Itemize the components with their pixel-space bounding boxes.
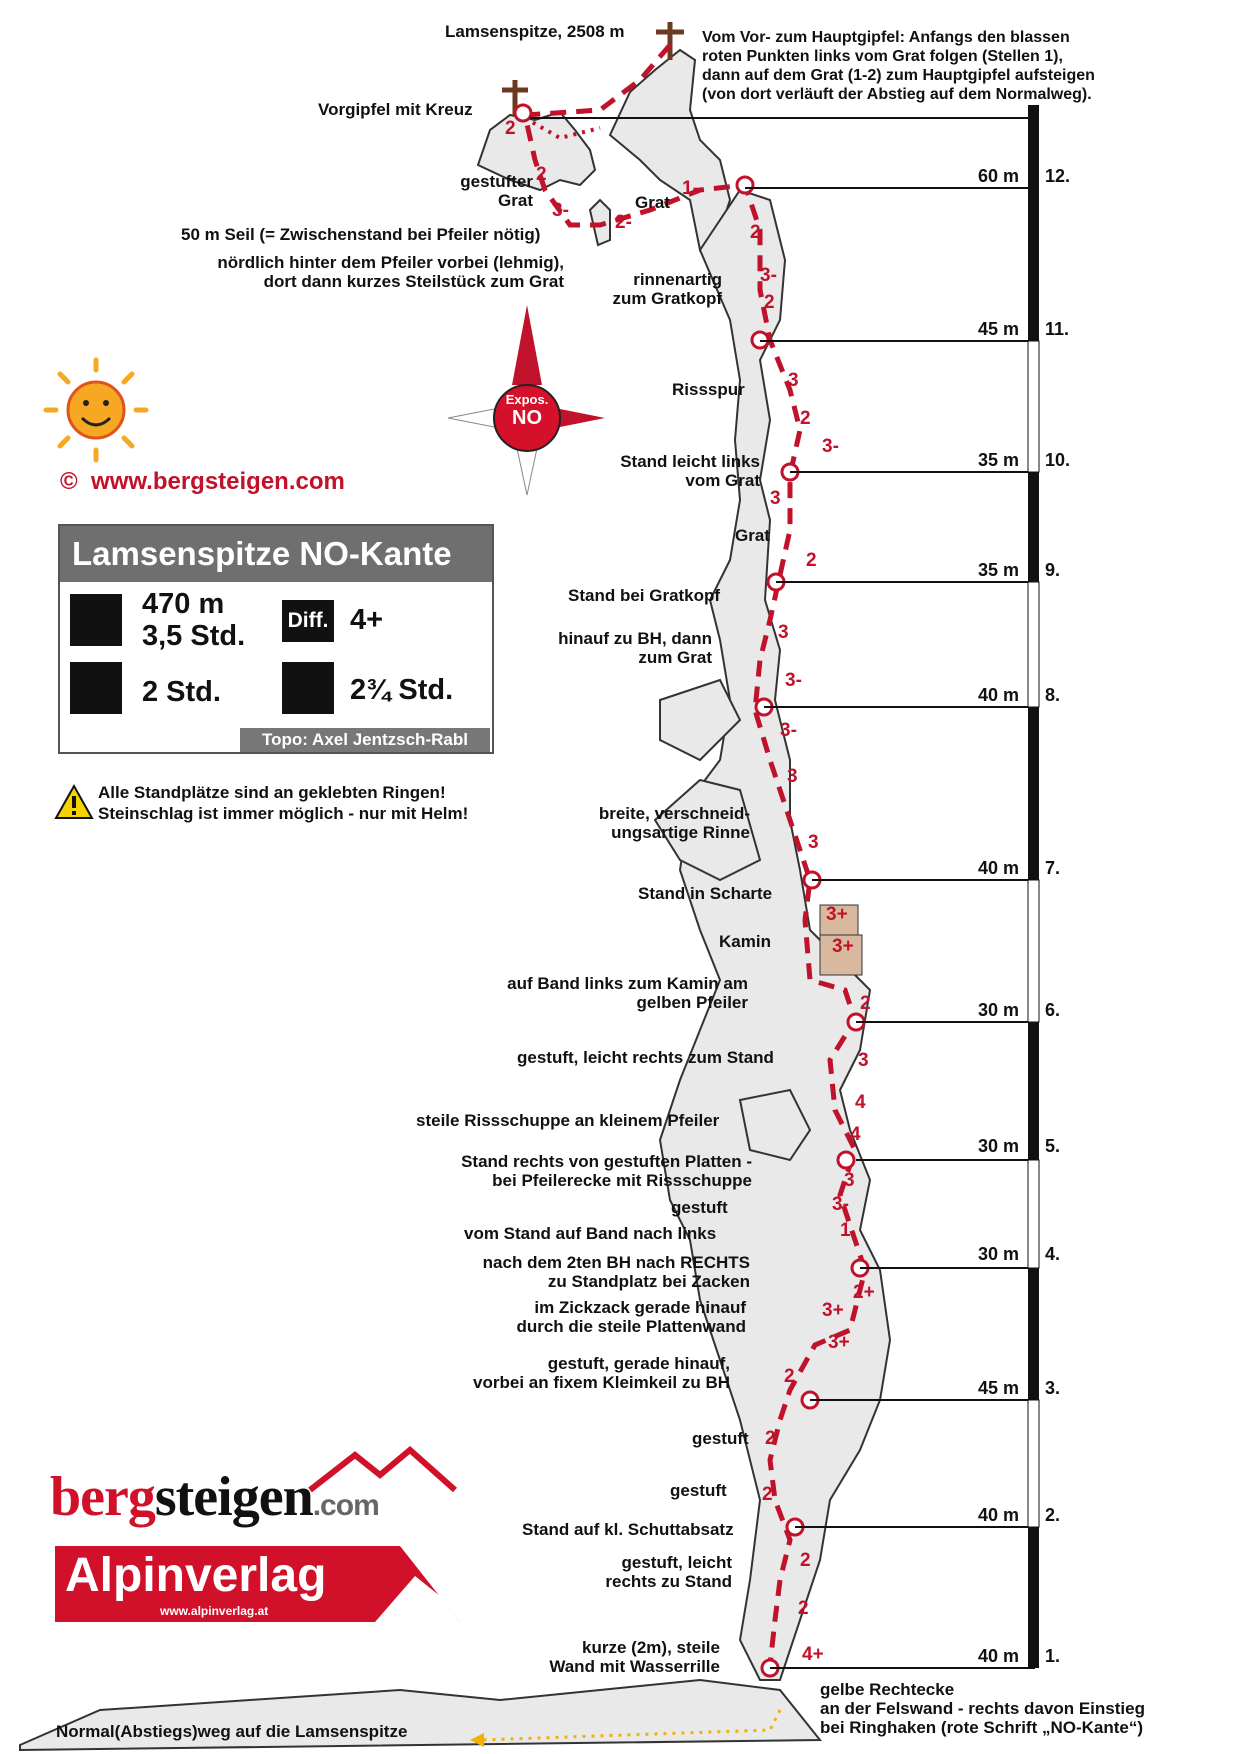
label-normalweg: Normal(Abstiegs)weg auf die Lamsenspitze [56,1722,408,1741]
scale-segment [1028,341,1039,472]
compass-label [494,393,560,429]
grade-label: 2 [536,164,547,185]
difficulty-badge [282,600,334,642]
scale-segment [1028,707,1039,880]
warning-icon [56,786,92,818]
grade-label: 2 [800,408,811,429]
label-pfeiler [180,253,564,291]
belay-station [515,105,531,121]
pitch-number: 8. [1045,685,1061,705]
label-gestuft1: gestuft [671,1198,728,1217]
label-line: dort dann kurzes Steilstück zum Grat [263,272,564,291]
summit-note-line: Vom Vor- zum Hauptgipfel: Anfangs den blassen [702,29,1070,46]
warning-line: Steinschlag ist immer möglich - nur mit Helm! [98,804,469,823]
warning-line: Alle Standplätze sind an geklebten Ringen! [98,783,446,802]
scale-segment [1028,582,1039,707]
approach-time: 2 Std. [142,676,221,708]
descent-icon [282,662,334,714]
bergsteigen-logo [50,1465,379,1529]
label-bh [520,629,712,667]
pitch-length: 35 m [978,560,1020,580]
grade-label: 2 [762,1484,773,1505]
grade-label: 2 [784,1366,795,1387]
grade-label: 2 [505,118,516,139]
pitch-length: 30 m [978,1000,1020,1020]
grade-label: 3 [770,488,781,509]
pitch-length: 60 m [978,166,1020,186]
pitch-number: 4. [1045,1244,1061,1264]
label-line: ungsartige Rinne [611,823,750,842]
pitch-length: 30 m [978,1136,1020,1156]
logo-steigen-text: steigen [154,1466,313,1528]
descent-time: 2¾ Std. [350,674,454,706]
grade-label: 4 [850,1124,861,1145]
label-stand-links [590,452,760,490]
grade-label: 3- [822,436,839,457]
pitch-number: 3. [1045,1378,1061,1398]
compass-expos: Expos. [505,392,549,407]
summit-note-line: dann auf dem Grat (1-2) zum Hauptgipfel aufsteigen [702,67,1095,84]
route-difficulty: 4+ [350,604,384,636]
grade-label: 2- [615,212,632,233]
label-kamin: Kamin [719,932,771,951]
label-line: gelbe Rechtecke [820,1680,955,1699]
label-line: an der Felswand - rechts davon Einstieg [820,1699,1145,1718]
label-line: durch die steile Plattenwand [516,1317,746,1336]
label-rissspur: Rissspur [672,380,745,399]
label-wasserrille [520,1638,720,1676]
grade-label: 2 [764,292,775,313]
label-line: im Zickzack gerade hinauf [534,1298,746,1317]
grade-label: 3- [780,720,797,741]
logo-berg-text: berg [50,1466,155,1528]
pitch-number: 1. [1045,1646,1061,1666]
scale-segment [1028,1400,1039,1527]
label-gestuft2: gestuft [692,1429,749,1448]
vorgipfel-label: Vorgipfel mit Kreuz [318,100,473,119]
pitch-number: 9. [1045,560,1061,580]
label-line: gestuft, gerade hinauf, [547,1354,730,1373]
label-line: gelben Pfeiler [636,993,748,1012]
pitch-number: 2. [1045,1505,1061,1525]
label-grat2: Grat [735,526,770,545]
grade-label: 3 [788,370,799,391]
compass-no: NO [512,407,542,429]
grade-label: 1- [682,178,699,199]
grade-label: 3+ [826,904,848,925]
sun-logo-icon [46,360,146,460]
label-line: zu Standplatz bei Zacken [547,1272,750,1291]
grade-label: 2 [800,1550,811,1571]
label-gestuft-rechts: gestuft, leicht rechts zum Stand [517,1048,774,1067]
label-grat-top: Grat [635,193,670,212]
scale-segment [1028,188,1039,341]
label-band [460,974,748,1012]
grade-label: 3+ [828,1332,850,1353]
label-vom-stand: vom Stand auf Band nach links [464,1224,717,1243]
label-scharte: Stand in Scharte [638,884,773,903]
pitch-length: 40 m [978,858,1020,878]
scale-segment [1028,1160,1039,1268]
grade-label: 2 [806,550,817,571]
route-height: 470 m [142,588,225,620]
grade-label: 3- [832,1194,849,1215]
label-rissschuppe: steile Rissschuppe an kleinem Pfeiler [416,1111,720,1130]
label-line: nach dem 2ten BH nach RECHTS [482,1253,750,1272]
copyright-symbol: © [60,468,78,495]
belay-station [838,1152,854,1168]
summit-note-line: (von dort verläuft der Abstieg auf dem Normalweg). [702,86,1092,103]
pitch-number: 5. [1045,1136,1061,1156]
summit-note [702,28,1095,104]
difficulty-badge-label: Diff. [287,609,329,632]
grade-label: 2 [750,222,761,243]
label-line: bei Ringhaken (rote Schrift „NO-Kante“) [820,1718,1144,1737]
logo-com-text: .com [312,1489,379,1522]
website-link[interactable] [60,468,345,496]
label-line: gestufter [460,172,533,191]
pitch-number: 7. [1045,858,1061,878]
pitch-length: 35 m [978,450,1020,470]
label-line: rinnenartig [633,270,722,289]
grade-label: 2 [798,1598,809,1619]
label-line: Stand leicht links [620,452,760,471]
grade-label: 2+ [853,1282,875,1303]
grade-label: 2 [765,1428,776,1449]
scale-segment [1028,472,1039,582]
label-rinne [580,270,722,308]
label-platten [420,1152,752,1190]
label-bh2 [440,1253,750,1291]
grade-label: 3+ [822,1300,844,1321]
scale-segment [1028,1527,1039,1668]
pitch-number: 6. [1045,1000,1061,1020]
pitch-number: 12. [1045,166,1071,186]
label-einstieg [820,1680,1145,1737]
label-gestuft3: gestuft [670,1481,727,1500]
label-line: vom Grat [685,471,760,490]
alpinverlag-text: Alpinverlag [65,1549,327,1602]
scale-segment [1028,880,1039,1022]
label-line: auf Band links zum Kamin am [507,974,748,993]
label-zickzack [470,1298,746,1336]
grade-label: 3- [552,200,569,221]
grade-label: 4 [855,1092,866,1113]
route-title: Lamsenspitze NO-Kante [60,526,492,582]
label-line: Grat [498,191,533,210]
label-kleimkeil [430,1354,730,1392]
pitch-length: 40 m [978,1646,1020,1666]
label-gestufter-grat [440,172,533,210]
label-seil: 50 m Seil (= Zwischenstand bei Pfeiler nötig) [181,225,541,244]
grade-label: 3 [844,1170,855,1191]
climber-icon [70,594,122,646]
pitch-length: 40 m [978,685,1020,705]
label-line: hinauf zu BH, dann [558,629,712,648]
grade-label: 3+ [832,936,854,957]
grade-label: 3 [787,766,798,787]
label-line: breite, verschneid- [598,804,750,823]
label-line: Wand mit Wasserrille [549,1657,720,1676]
label-line: nördlich hinter dem Pfeiler vorbei (lehmig), [217,253,564,272]
label-rinne-breit [560,804,750,842]
pitch-length: 45 m [978,1378,1020,1398]
warning-text [98,782,468,824]
summit-name: Lamsenspitze, 2508 m [445,22,625,41]
label-line: zum Gratkopf [612,289,722,308]
pitch-length: 45 m [978,319,1020,339]
pitch-number: 11. [1045,319,1070,339]
alpinverlag-logo [55,1546,460,1622]
alpinverlag-url: www.alpinverlag.at [160,1604,269,1618]
belay-station [737,177,753,193]
topo-credit: Topo: Axel Jentzsch-Rabl [240,728,490,752]
label-line: bei Pfeilerecke mit Rissschuppe [492,1171,752,1190]
label-line: kurze (2m), steile [582,1638,720,1657]
label-gestuft-leicht [560,1553,732,1591]
scale-segment [1028,1268,1039,1400]
grade-label: 4+ [802,1644,824,1665]
label-schuttabsatz: Stand auf kl. Schuttabsatz [522,1520,734,1539]
grade-label: 3 [808,832,819,853]
grade-label: 3- [760,265,777,286]
grade-label: 2 [860,993,871,1014]
label-line: gestuft, leicht [621,1553,732,1572]
label-line: rechts zu Stand [605,1572,732,1591]
label-gratkopf: Stand bei Gratkopf [568,586,721,605]
approach-icon [70,662,122,714]
route-info-box [58,524,494,754]
grade-label: 3 [858,1050,869,1071]
website-url: www.bergsteigen.com [91,468,345,495]
label-line: vorbei an fixem Kleimkeil zu BH [473,1373,730,1392]
route-time: 3,5 Std. [142,620,246,652]
scale-segment [1028,1022,1039,1160]
grade-label: 1 [840,1220,851,1241]
summit-note-line: roten Punkten links vom Grat folgen (Stellen 1), [702,48,1063,65]
grade-label: 3- [785,670,802,691]
label-line: Stand rechts von gestuften Platten - [461,1152,752,1171]
height-scale-bar [1028,105,1039,1668]
pitch-number: 10. [1045,450,1071,470]
grade-label: 3 [778,622,789,643]
scale-segment [1028,105,1039,188]
pitch-length: 40 m [978,1505,1020,1525]
pitch-length: 30 m [978,1244,1020,1264]
label-line: zum Grat [638,648,712,667]
